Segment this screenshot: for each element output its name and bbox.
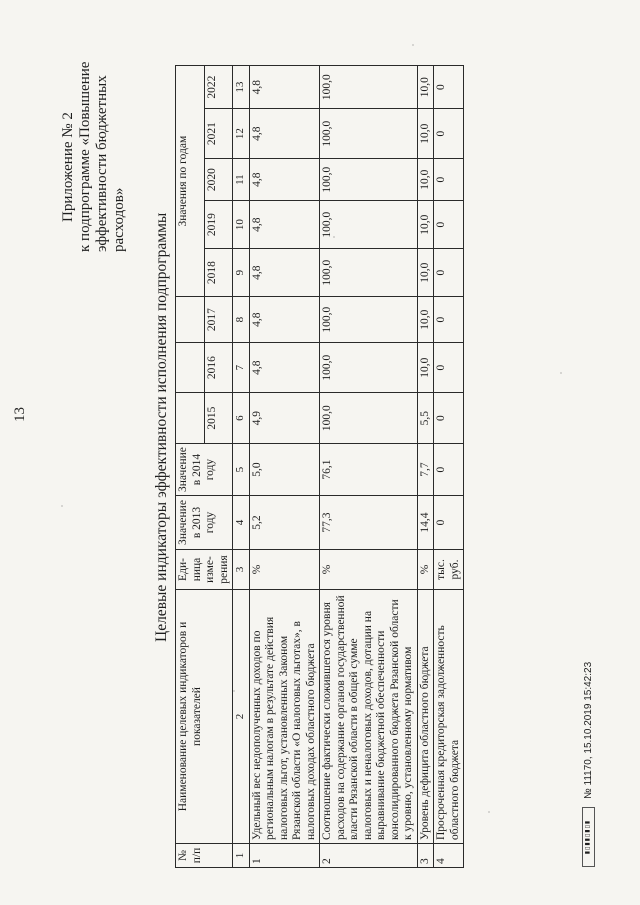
year-2020: 2020: [204, 159, 233, 201]
col-number: 5: [233, 444, 250, 496]
row-value-2013: 5,2: [249, 496, 320, 550]
row-value-2017: 10,0: [417, 297, 434, 343]
page-number: 13: [12, 407, 28, 422]
year-2019: 2019: [204, 201, 233, 249]
row-value-2020: 10,0: [417, 159, 434, 201]
row-value-2018: 0: [434, 249, 464, 297]
year-2016: 2016: [204, 343, 233, 393]
col-number: 9: [233, 249, 250, 297]
row-value-2014: 76,1: [320, 444, 418, 496]
indicators-table: [175, 65, 464, 868]
row-value-2013: 14,4: [417, 496, 434, 550]
row-value-2013: 0: [434, 496, 464, 550]
row-unit: тыс. руб.: [434, 550, 464, 590]
row-value-2017: 4,8: [249, 297, 320, 343]
col-header-no: № п/п: [176, 844, 233, 868]
col-number: 6: [233, 393, 250, 444]
row-no: 3: [417, 844, 434, 868]
col-header-name: Наименование целевых индикаторов и показателей: [176, 590, 233, 844]
appendix-number: Приложение № 2: [60, 112, 76, 222]
header-row: [176, 66, 205, 868]
row-value-2022: 100,0: [320, 66, 418, 109]
appendix-subprogram: к подпрограмме «Повышение эффективности бюджетных расходов»: [77, 61, 127, 252]
row-value-2013: 77,3: [320, 496, 418, 550]
row-value-2022: 10,0: [417, 66, 434, 109]
row-value-2014: 7,7: [417, 444, 434, 496]
row-value-2019: 0: [434, 201, 464, 249]
row-value-2022: 0: [434, 66, 464, 109]
year-2015: 2015: [204, 393, 233, 444]
year-2018: 2018: [204, 249, 233, 297]
row-value-2022: 4,8: [249, 66, 320, 109]
col-number: 1: [233, 844, 250, 868]
row-indicator-name: Уровень дефицита областного бюджета: [417, 590, 434, 844]
table-row: [417, 66, 434, 868]
row-unit: %: [320, 550, 418, 590]
col-header-2014: Значение в 2014 году: [176, 444, 233, 496]
appendix-heading: [60, 17, 128, 252]
row-value-2016: 0: [434, 343, 464, 393]
col-number: 10: [233, 201, 250, 249]
rotated-content: [10, 12, 630, 892]
row-value-2017: 0: [434, 297, 464, 343]
table-row: [320, 66, 418, 868]
row-value-2019: 100,0: [320, 201, 418, 249]
row-indicator-name: Просроченная кредиторская задолженность областного бюджета: [434, 590, 464, 844]
registration-stamp: [582, 662, 595, 867]
row-value-2016: 10,0: [417, 343, 434, 393]
row-value-2020: 4,8: [249, 159, 320, 201]
table-row: [249, 66, 320, 868]
registration-number: № 11170, 15.10.2019 15:42:23: [583, 661, 594, 799]
row-value-2018: 10,0: [417, 249, 434, 297]
row-value-2015: 4,9: [249, 393, 320, 444]
row-value-2015: 0: [434, 393, 464, 444]
row-value-2020: 100,0: [320, 159, 418, 201]
row-value-2018: 100,0: [320, 249, 418, 297]
table-row: [434, 66, 464, 868]
row-value-2014: 0: [434, 444, 464, 496]
col-number: 12: [233, 109, 250, 159]
row-value-2021: 100,0: [320, 109, 418, 159]
col-header-2013: Значение в 2013 году: [176, 496, 233, 550]
year-2021: 2021: [204, 109, 233, 159]
col-number: 4: [233, 496, 250, 550]
col-number: 11: [233, 159, 250, 201]
row-value-2015: 100,0: [320, 393, 418, 444]
column-numbers-row: [233, 66, 250, 868]
year-2017: 2017: [204, 297, 233, 343]
row-unit: %: [249, 550, 320, 590]
row-value-2016: 4,8: [249, 343, 320, 393]
col-number: 8: [233, 297, 250, 343]
year-2022: 2022: [204, 66, 233, 109]
row-no: 4: [434, 844, 464, 868]
row-value-2014: 5,0: [249, 444, 320, 496]
row-no: 2: [320, 844, 418, 868]
row-value-2018: 4,8: [249, 249, 320, 297]
row-value-2019: 4,8: [249, 201, 320, 249]
col-header-unit: Еди-ница изме-рения: [176, 550, 233, 590]
col-number: 3: [233, 550, 250, 590]
row-value-2015: 5,5: [417, 393, 434, 444]
row-indicator-name: Удельный вес недополученных доходов по региональным налогам в результате действия налоговых льгот, установленных Законом Рязанской области «О налоговых льготах», в налоговых доходах областного бюджета: [249, 590, 320, 844]
row-value-2021: 10,0: [417, 109, 434, 159]
row-value-2020: 0: [434, 159, 464, 201]
row-no: 1: [249, 844, 320, 868]
row-value-2017: 100,0: [320, 297, 418, 343]
col-number: 13: [233, 66, 250, 109]
table-title: Целевые индикаторы эффективности исполнения подпрограммы: [153, 212, 170, 642]
col-number: 2: [233, 590, 250, 844]
row-indicator-name: Соотношение фактически сложившегося уровня расходов на содержание органов государственной власти Рязанской области в общей сумме налоговых и неналоговых доходов, дотации на выравнивание бюджетной обеспеченности консолидированного бюджета Рязанской области к уровню, установленному нормативом: [320, 590, 418, 844]
row-value-2021: 4,8: [249, 109, 320, 159]
row-value-2021: 0: [434, 109, 464, 159]
row-unit: %: [417, 550, 434, 590]
barcode-icon: ▮▯▮▮▯▮▯▮: [582, 807, 595, 867]
col-number: 7: [233, 343, 250, 393]
col-header-by-years: Значения по годам: [176, 66, 205, 297]
row-value-2016: 100,0: [320, 343, 418, 393]
row-value-2019: 10,0: [417, 201, 434, 249]
